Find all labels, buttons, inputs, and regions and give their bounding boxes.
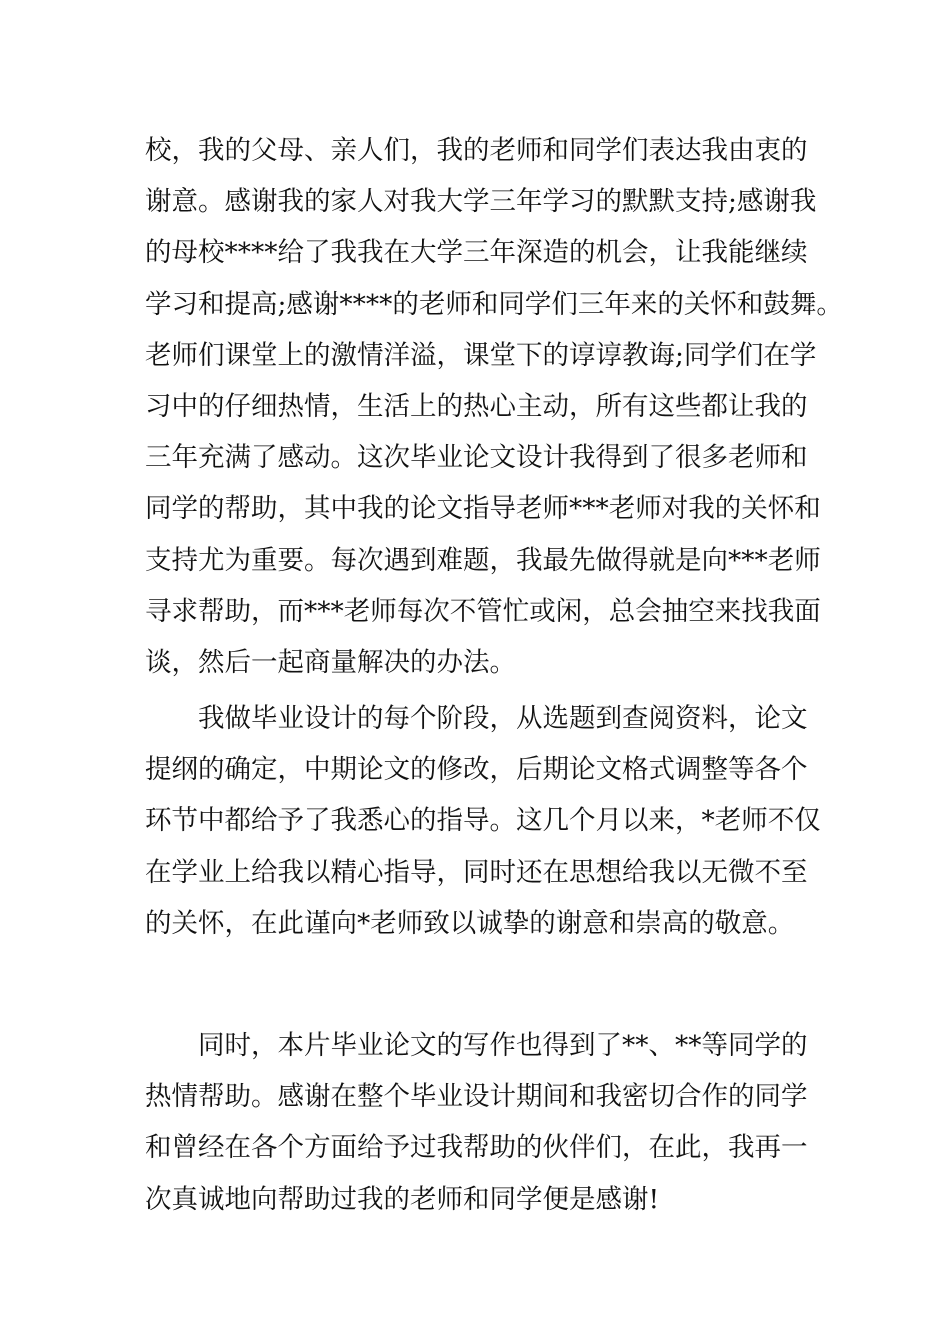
text-line: 谢意。感谢我的家人对我大学三年学习的默默支持;感谢我 bbox=[145, 186, 817, 218]
text-line-first: 我做毕业设计的每个阶段，从选题到查阅资料，论文 bbox=[198, 703, 808, 734]
text-line: 和曾经在各个方面给予过我帮助的伙伴们，在此，我再一 bbox=[145, 1132, 808, 1164]
text-line: 寻求帮助，而***老师每次不管忙或闲，总会抽空来找我面 bbox=[145, 595, 821, 627]
text-line: 环节中都给予了我悉心的指导。这几个月以来，*老师不仅 bbox=[145, 805, 821, 837]
text-line: 三年充满了感动。这次毕业论文设计我得到了很多老师和 bbox=[145, 442, 808, 474]
text-line-first: 同时，本片毕业论文的写作也得到了**、**等同学的 bbox=[198, 1030, 808, 1061]
text-line: 次真诚地向帮助过我的老师和同学便是感谢! bbox=[145, 1183, 660, 1215]
text-line: 谈，然后一起商量解决的办法。 bbox=[145, 646, 516, 678]
text-line: 校，我的父母、亲人们，我的老师和同学们表达我由衷的 bbox=[145, 135, 808, 166]
text-line: 同学的帮助，其中我的论文指导老师***老师对我的关怀和 bbox=[145, 493, 821, 525]
text-line: 支持尤为重要。每次遇到难题，我最先做得就是向***老师 bbox=[145, 544, 821, 576]
paragraph-3 bbox=[145, 1020, 810, 1225]
text-line: 学习和提高;感谢****的老师和同学们三年来的关怀和鼓舞。 bbox=[145, 288, 843, 320]
paragraph-2 bbox=[145, 693, 821, 949]
text-line: 提纲的确定，中期论文的修改，后期论文格式调整等各个 bbox=[145, 754, 808, 786]
text-line: 的关怀，在此谨向*老师致以诚挚的谢意和崇高的敬意。 bbox=[145, 907, 795, 939]
text-line: 在学业上给我以精心指导，同时还在思想给我以无微不至 bbox=[145, 856, 808, 888]
text-line: 习中的仔细热情，生活上的热心主动，所有这些都让我的 bbox=[145, 390, 808, 422]
text-line: 热情帮助。感谢在整个毕业设计期间和我密切合作的同学 bbox=[145, 1081, 808, 1113]
text-line: 老师们课堂上的激情洋溢，课堂下的谆谆教诲;同学们在学 bbox=[145, 339, 817, 371]
text-line: 的母校****给了我我在大学三年深造的机会，让我能继续 bbox=[145, 237, 808, 269]
paragraph-1 bbox=[145, 125, 843, 688]
